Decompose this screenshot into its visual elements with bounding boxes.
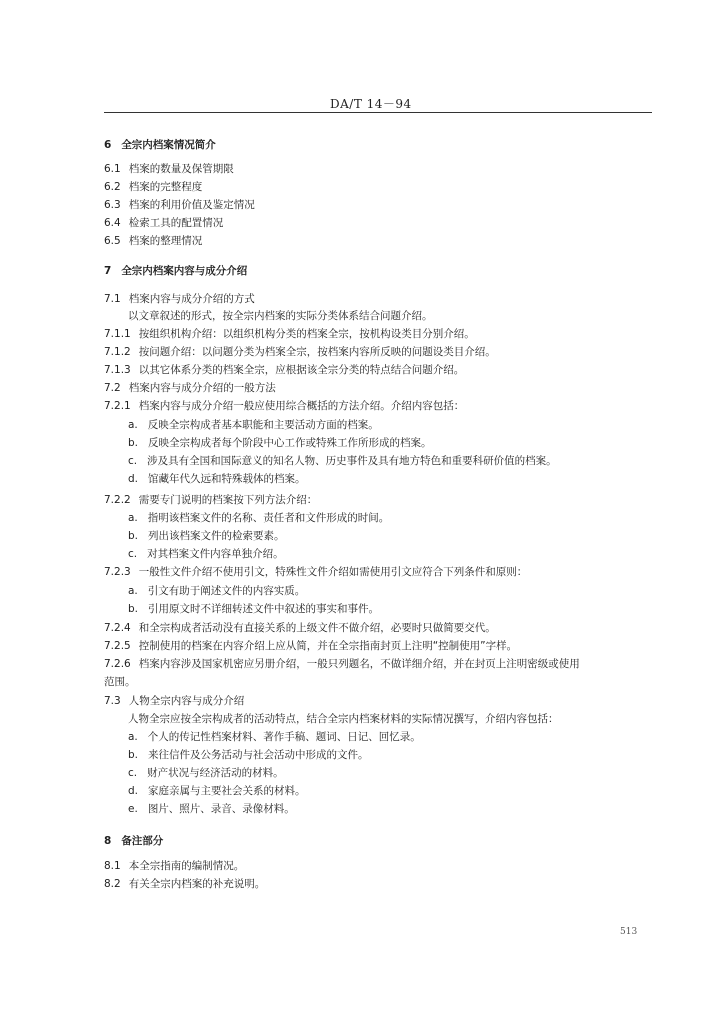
- text-line: [128, 548, 284, 561]
- clause-text: 全宗内档案内容与成分介绍: [121, 265, 248, 277]
- text-line: [128, 603, 379, 616]
- clause-number: a.: [128, 512, 138, 524]
- clause-text: 以文章叙述的形式，按全宗内档案的实际分类体系结合问题介绍。: [128, 310, 433, 322]
- clause-number: a.: [128, 419, 138, 431]
- clause-number: 7.1.2: [104, 346, 131, 358]
- clause-text: 人物全宗应按全宗构成者的活动特点，结合全宗内档案材料的实际情况撰写，介绍内容包括：: [128, 713, 559, 725]
- text-line: [104, 658, 580, 671]
- clause-number: 7.2: [104, 382, 121, 394]
- text-line: [128, 512, 389, 525]
- clause-number: 7.2.2: [104, 494, 131, 506]
- text-line: [104, 217, 223, 230]
- clause-number: 7.1.1: [104, 328, 131, 340]
- clause-text: 图片、照片、录音、录像材料。: [147, 803, 295, 815]
- clause-text: 按组织机构介绍：以组织机构分类的档案全宗，按机构设类目分别介绍。: [138, 328, 475, 340]
- text-line: [104, 346, 496, 359]
- clause-number: 7.3: [104, 695, 121, 707]
- clause-text: 引文有助于阐述文件的内容实质。: [147, 585, 306, 597]
- clause-text: 个人的传记性档案材料、著作手稿、题词、日记、回忆录。: [147, 731, 421, 743]
- clause-number: b.: [128, 603, 139, 615]
- clause-number: b.: [128, 437, 139, 449]
- clause-number: 6.1: [104, 163, 121, 175]
- clause-text: 按问题介绍：以问题分类为档案全宗，按档案内容所反映的问题设类目介绍。: [138, 346, 496, 358]
- clause-number: 6.2: [104, 181, 121, 193]
- clause-text: 全宗内档案情况简介: [121, 139, 216, 151]
- clause-text: 来往信件及公务活动与社会活动中形成的文件。: [148, 749, 369, 761]
- clause-number: 7.2.4: [104, 622, 131, 634]
- text-line: [104, 199, 255, 212]
- page-header: DA/T 14－94: [330, 97, 412, 111]
- clause-number: 7.2.6: [104, 658, 131, 670]
- text-line: [128, 419, 379, 432]
- text-line: [104, 139, 216, 152]
- clause-text: 涉及具有全国和国际意义的知名人物、历史事件及具有地方特色和重要科研价值的档案。: [147, 455, 557, 467]
- clause-text: 档案内容与成分介绍的一般方法: [128, 382, 276, 394]
- clause-text: 和全宗构成者活动没有直接关系的上级文件不做介绍，必要时只做简要交代。: [138, 622, 496, 634]
- clause-text: 财产状况与经济活动的材料。: [147, 767, 284, 779]
- clause-number: a.: [128, 731, 138, 743]
- clause-text: 本全宗指南的编制情况。: [128, 860, 245, 872]
- text-line: [128, 767, 284, 780]
- clause-number: 6: [104, 139, 112, 151]
- text-line: [128, 803, 295, 816]
- clause-number: d.: [128, 473, 139, 485]
- text-line: [128, 749, 369, 762]
- clause-number: c.: [128, 548, 138, 560]
- clause-number: 7.2.1: [104, 400, 131, 412]
- text-line: [104, 878, 265, 891]
- clause-text: 档案内容与成分介绍一般应使用综合概括的方法介绍。介绍内容包括：: [138, 400, 465, 412]
- clause-number: e.: [128, 803, 138, 815]
- clause-number: 7.1.3: [104, 364, 131, 376]
- text-line: [104, 163, 234, 176]
- header-rule: [104, 112, 652, 113]
- clause-text: 备注部分: [121, 835, 164, 847]
- clause-text: 需要专门说明的档案按下列方法介绍：: [138, 494, 318, 506]
- clause-number: c.: [128, 767, 138, 779]
- clause-number: b.: [128, 530, 139, 542]
- clause-number: d.: [128, 785, 139, 797]
- text-line: [128, 713, 559, 726]
- clause-number: 8.2: [104, 878, 121, 890]
- text-line: [104, 265, 247, 278]
- clause-text: 档案内容与成分介绍的方式: [128, 293, 255, 305]
- clause-text: 档案的利用价值及鉴定情况: [128, 199, 255, 211]
- clause-text: 列出该档案文件的检索要素。: [148, 530, 285, 542]
- clause-text: 以其它体系分类的档案全宗，应根据该全宗分类的特点结合问题介绍。: [138, 364, 465, 376]
- clause-text: 档案的完整程度: [128, 181, 203, 193]
- page-number: 513: [620, 927, 638, 937]
- text-line: [104, 328, 475, 341]
- text-line: [104, 181, 202, 194]
- clause-text: 反映全宗构成者基本职能和主要活动方面的档案。: [147, 419, 379, 431]
- text-line: [128, 473, 306, 486]
- clause-text: 馆藏年代久远和特殊载体的档案。: [148, 473, 306, 485]
- text-line: [128, 310, 433, 323]
- text-line: [104, 364, 464, 377]
- clause-text: 检索工具的配置情况: [128, 217, 224, 229]
- clause-text: 档案的整理情况: [128, 235, 203, 247]
- clause-number: 6.5: [104, 235, 121, 247]
- text-line: [104, 566, 527, 579]
- clause-number: 7.2.3: [104, 566, 131, 578]
- text-line: [104, 676, 136, 689]
- text-line: [104, 494, 317, 507]
- clause-text: 反映全宗构成者每个阶段中心工作或特殊工作所形成的档案。: [148, 437, 432, 449]
- text-line: [104, 835, 163, 848]
- clause-number: a.: [128, 585, 138, 597]
- clause-number: 7.2.5: [104, 640, 131, 652]
- clause-number: b.: [128, 749, 139, 761]
- text-line: [128, 731, 421, 744]
- clause-text: 指明该档案文件的名称、责任者和文件形成的时间。: [147, 512, 390, 524]
- clause-text: 引用原文时不详细转述文件中叙述的事实和事件。: [148, 603, 380, 615]
- text-line: [128, 437, 432, 450]
- text-line: [104, 293, 255, 306]
- text-line: [128, 785, 306, 798]
- clause-text: 对其档案文件内容单独介绍。: [147, 548, 284, 560]
- clause-text: 档案的数量及保管期限: [128, 163, 234, 175]
- clause-text: 范围。: [104, 676, 136, 688]
- clause-number: c.: [128, 455, 138, 467]
- text-line: [128, 455, 557, 468]
- clause-number: 8.1: [104, 860, 121, 872]
- clause-number: 8: [104, 835, 112, 847]
- clause-text: 控制使用的档案在内容介绍上应从简，并在全宗指南封页上注明“控制使用”字样。: [138, 640, 518, 652]
- clause-number: 6.3: [104, 199, 121, 211]
- text-line: [128, 585, 305, 598]
- text-line: [104, 860, 244, 873]
- clause-text: 档案内容涉及国家机密应另册介绍，一般只列题名，不做详细介绍，并在封页上注明密级或使用: [138, 658, 580, 670]
- text-line: [104, 382, 276, 395]
- text-line: [104, 640, 517, 653]
- clause-text: 人物全宗内容与成分介绍: [128, 695, 245, 707]
- text-line: [104, 400, 464, 413]
- clause-text: 家庭亲属与主要社会关系的材料。: [148, 785, 306, 797]
- clause-number: 7.1: [104, 293, 121, 305]
- clause-number: 6.4: [104, 217, 121, 229]
- clause-text: 一般性文件介绍不使用引文，特殊性文件介绍如需使用引文应符合下列条件和原则：: [138, 566, 528, 578]
- clause-number: 7: [104, 265, 112, 277]
- text-line: [128, 530, 285, 543]
- text-line: [104, 695, 244, 708]
- text-line: [104, 622, 496, 635]
- text-line: [104, 235, 202, 248]
- clause-text: 有关全宗内档案的补充说明。: [128, 878, 266, 890]
